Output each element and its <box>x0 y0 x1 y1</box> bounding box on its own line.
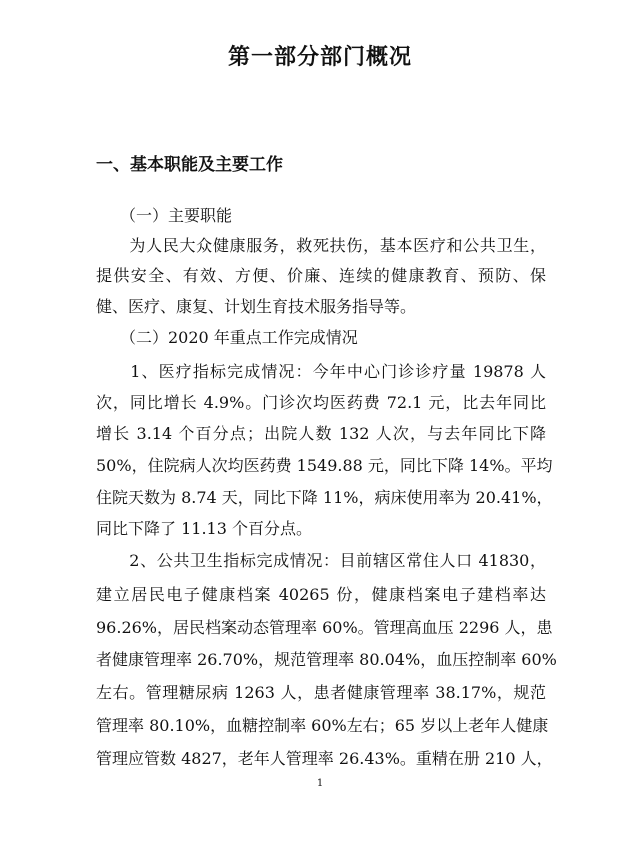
paragraph-line: 住院天数为 8.74 天，同比下降 11%，病床使用率为 20.41%， <box>96 488 553 507</box>
paragraph-line: 50%，住院病人次均医药费 1549.88 元，同比下降 14%。平均 <box>96 456 553 475</box>
paragraph-line: 1、医疗指标完成情况：今年中心门诊诊疗量 19878 人 <box>96 362 546 381</box>
section-heading: 一、基本职能及主要工作 <box>96 155 283 175</box>
paragraph-line: 同比下降了 11.13 个百分点。 <box>96 519 312 538</box>
paragraph-line: 2、公共卫生指标完成情况：目前辖区常住人口 41830， <box>96 551 546 570</box>
paragraph-line: 提供安全、有效、方便、价廉、连续的健康教育、预防、保 <box>96 266 546 285</box>
paragraph-line: 增长 3.14 个百分点；出院人数 132 人次，与去年同比下降 <box>96 424 546 443</box>
paragraph-line: 左右。管理糖尿病 1263 人，患者健康管理率 38.17%，规范 <box>96 683 546 702</box>
paragraph-line: 96.26%，居民档案动态管理率 60%。管理高血压 2296 人，患 <box>96 618 553 637</box>
paragraph-line: 管理率 80.10%，血糖控制率 60%左右；65 岁以上老年人健康 <box>96 716 549 735</box>
paragraph-line: 健、医疗、康复、计划生育技术服务指导等。 <box>96 297 417 316</box>
paragraph-line: 者健康管理率 26.70%，规范管理率 80.04%，血压控制率 60% <box>96 650 557 669</box>
paragraph-line: 管理应管数 4827，老年人管理率 26.43%。重精在册 210 人， <box>96 749 553 768</box>
paragraph-line: 次，同比增长 4.9%。门诊次均医药费 72.1 元，比去年同比 <box>96 393 546 412</box>
paragraph-line: 建立居民电子健康档案 40265 份，健康档案电子建档率达 <box>96 585 546 604</box>
page-number: 1 <box>316 778 324 789</box>
subsection-heading: （一）主要职能 <box>96 206 233 225</box>
subsection-heading: （二）2020 年重点工作完成情况 <box>96 328 358 347</box>
page-title: 第一部分部门概况 <box>227 45 412 70</box>
paragraph-line: 为人民大众健康服务，救死扶伤，基本医疗和公共卫生， <box>96 236 546 255</box>
